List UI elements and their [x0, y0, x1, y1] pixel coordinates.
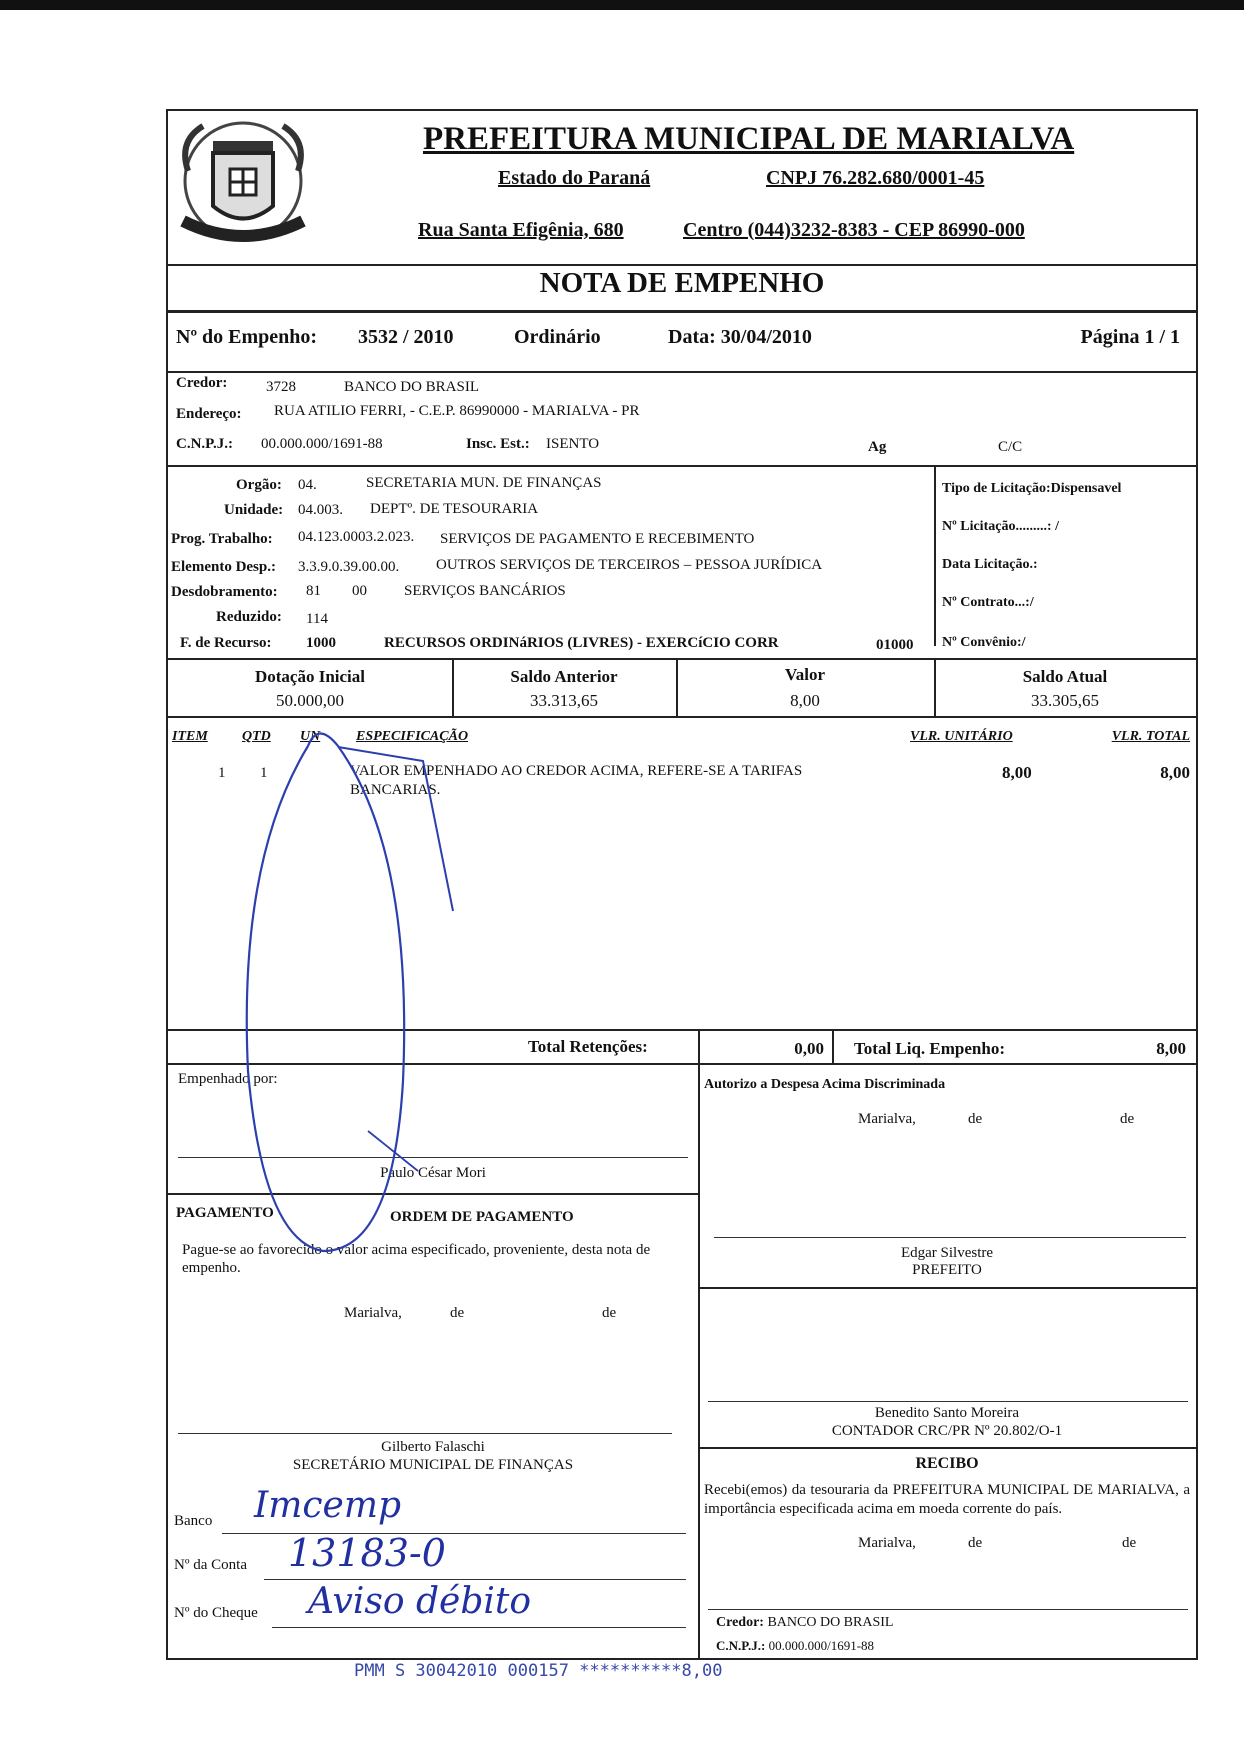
prefeito-title: PREFEITO — [912, 1262, 982, 1278]
ag-label: Ag — [868, 439, 887, 455]
elemento-code: 3.3.9.0.39.00.00. — [298, 559, 400, 575]
qtd-col-header: QTD — [242, 729, 271, 744]
prog-label: Prog. Trabalho: — [171, 531, 273, 547]
cheque-label: Nº do Cheque — [174, 1605, 258, 1621]
pagamento-de1: de — [450, 1305, 465, 1321]
recibo-credor: Credor: BANCO DO BRASIL — [716, 1615, 894, 1630]
empenho-number: 3532 / 2010 — [358, 326, 454, 348]
conta-handwritten: 13183-0 — [288, 1531, 446, 1575]
autorizo-place: Marialva, — [858, 1111, 916, 1127]
insc-label: Insc. Est.: — [466, 436, 530, 452]
secretario-name: Gilberto Falaschi — [381, 1439, 485, 1455]
prefeito-name: Edgar Silvestre — [900, 1245, 994, 1261]
credor-name: BANCO DO BRASIL — [344, 379, 480, 395]
recibo-place: Marialva, — [858, 1535, 916, 1551]
tipo-licitacao: Tipo de Licitação:Dispensavel — [942, 481, 1122, 496]
empenho-label: Nº do Empenho: — [176, 326, 318, 348]
recurso-label: F. de Recurso: — [180, 635, 272, 651]
item-number: 1 — [218, 765, 226, 781]
banco-handwritten: Imcemp — [254, 1485, 402, 1526]
saldo-atual-label: Saldo Atual — [1022, 667, 1108, 686]
saldo-anterior-value: 33.313,65 — [530, 691, 598, 710]
desdobramento-value: SERVIÇOS BANCÁRIOS — [404, 583, 566, 599]
payment-stamp: PMM S 30042010 000157 **********8,00 — [354, 1661, 723, 1681]
saldo-atual-value: 33.305,65 — [1031, 691, 1099, 710]
desdobramento-code2: 00 — [352, 583, 367, 599]
vlr-unitario-col-header: VLR. UNITÁRIO — [910, 729, 1013, 744]
item-qtd: 1 — [260, 765, 268, 781]
empenhado-label: Empenhado por: — [178, 1071, 278, 1087]
pagamento-de2: de — [602, 1305, 617, 1321]
numero-contrato: Nº Contrato...:/ — [942, 595, 1034, 610]
vlr-total-col-header: VLR. TOTAL — [1111, 729, 1190, 744]
secretario-title: SECRETÁRIO MUNICIPAL DE FINANÇAS — [292, 1457, 574, 1473]
nota-de-empenho-form — [166, 109, 1198, 1660]
valor-label: Valor — [785, 665, 825, 684]
pagamento-label: PAGAMENTO — [176, 1205, 274, 1221]
numero-convenio: Nº Convênio:/ — [942, 635, 1026, 650]
recibo-de2: de — [1122, 1535, 1137, 1551]
municipal-crest-icon — [168, 111, 318, 261]
orgao-code: 04. — [298, 477, 317, 493]
contador-title: CONTADOR CRC/PR Nº 20.802/O-1 — [831, 1423, 1063, 1439]
empenho-type: Ordinário — [514, 326, 601, 348]
reduzido-label: Reduzido: — [216, 609, 282, 625]
desdobramento-code1: 81 — [306, 583, 321, 599]
recibo-cnpj: C.N.P.J.: 00.000.000/1691-88 — [716, 1638, 875, 1653]
total-retencoes-label: Total Retenções: — [528, 1037, 648, 1056]
recurso-code2: 01000 — [876, 637, 914, 653]
un-col-header: UN — [300, 729, 321, 744]
orgao-label: Orgão: — [236, 477, 282, 493]
item-espec-line1: VALOR EMPENHADO AO CREDOR ACIMA, REFERE-SE A TARIFAS — [350, 763, 803, 779]
estado-label: Estado do Paraná — [498, 167, 651, 189]
unidade-code: 04.003. — [298, 502, 343, 518]
unidade-label: Unidade: — [224, 502, 284, 518]
recibo-de1: de — [968, 1535, 983, 1551]
cnpj-label: C.N.P.J.: — [176, 436, 233, 452]
empenho-date: Data: 30/04/2010 — [668, 326, 812, 348]
pagamento-text: Pague-se ao favorecido o valor acima especificado, proveniente, desta nota de empenho. — [182, 1242, 651, 1276]
dotacao-inicial-label: Dotação Inicial — [254, 667, 366, 686]
item-vlr-total: 8,00 — [1160, 763, 1190, 782]
prog-code: 04.123.0003.2.023. — [298, 529, 415, 545]
prefeitura-title: PREFEITURA MUNICIPAL DE MARIALVA — [423, 121, 1075, 157]
credor-code: 3728 — [266, 379, 296, 395]
recibo-text: Recebi(emos) da tesouraria da PREFEITURA MUNICIPAL DE MARIALVA, a importância especificada acima em moeda corrente do país. — [704, 1482, 1190, 1517]
cnpj-value: 00.000.000/1691-88 — [261, 436, 383, 452]
insc-value: ISENTO — [546, 436, 600, 452]
total-liquido-value: 8,00 — [1156, 1039, 1186, 1058]
data-licitacao: Data Licitação.: — [942, 557, 1038, 572]
endereco-value: RUA ATILIO FERRI, - C.E.P. 86990000 - MARIALVA - PR — [274, 403, 640, 419]
doc-title: NOTA DE EMPENHO — [539, 267, 825, 299]
scan-edge — [0, 0, 1244, 10]
numero-licitacao: Nº Licitação.........: / — [942, 519, 1059, 534]
endereco-label: Endereço: — [176, 406, 242, 422]
credor-label: Credor: — [176, 375, 228, 391]
banco-label: Banco — [174, 1513, 213, 1529]
orgao-value: SECRETARIA MUN. DE FINANÇAS — [366, 475, 602, 491]
total-liquido-label: Total Liq. Empenho: — [854, 1039, 1005, 1058]
especificacao-col-header: ESPECIFICAÇÃO — [356, 729, 469, 744]
contador-name: Benedito Santo Moreira — [874, 1405, 1020, 1421]
elemento-label: Elemento Desp.: — [171, 559, 276, 575]
contact-header: Centro (044)3232-8383 - CEP 86990-000 — [683, 219, 1025, 241]
conta-label: Nº da Conta — [174, 1557, 247, 1573]
recibo-title: RECIBO — [915, 1455, 979, 1472]
autorizo-title: Autorizo a Despesa Acima Discriminada — [704, 1077, 946, 1092]
recurso-code: 1000 — [306, 635, 336, 651]
dotacao-inicial-value: 50.000,00 — [276, 691, 344, 710]
total-retencoes-value: 0,00 — [794, 1039, 824, 1058]
handwritten-zero-signature-icon — [208, 651, 508, 1271]
saldo-anterior-label: Saldo Anterior — [510, 667, 618, 686]
page-number: Página 1 / 1 — [1080, 326, 1180, 348]
autorizo-de1: de — [968, 1111, 983, 1127]
autorizo-de2: de — [1120, 1111, 1135, 1127]
ordem-pagamento-label: ORDEM DE PAGAMENTO — [390, 1209, 574, 1225]
unidade-value: DEPTº. DE TESOURARIA — [370, 501, 539, 517]
item-col-header: ITEM — [172, 729, 208, 744]
cnpj-header: CNPJ 76.282.680/0001-45 — [766, 167, 985, 189]
recurso-value: RECURSOS ORDINáRIOS (LIVRES) - EXERCíCIO CORR — [384, 635, 779, 651]
cheque-handwritten: Aviso débito — [308, 1581, 532, 1622]
empenhado-name: Paulo César Mori — [380, 1165, 486, 1181]
cc-label: C/C — [998, 439, 1023, 455]
prog-value: SERVIÇOS DE PAGAMENTO E RECEBIMENTO — [440, 531, 755, 547]
elemento-value: OUTROS SERVIÇOS DE TERCEIROS – PESSOA JURÍDICA — [436, 557, 823, 573]
desdobramento-label: Desdobramento: — [171, 584, 278, 600]
pagamento-place: Marialva, — [344, 1305, 402, 1321]
item-vlr-unitario: 8,00 — [1002, 763, 1032, 782]
valor-value: 8,00 — [790, 691, 820, 710]
item-espec-line2: BANCARIAS. — [350, 782, 441, 798]
reduzido-value: 114 — [306, 611, 328, 627]
address-header: Rua Santa Efigênia, 680 — [418, 219, 624, 241]
